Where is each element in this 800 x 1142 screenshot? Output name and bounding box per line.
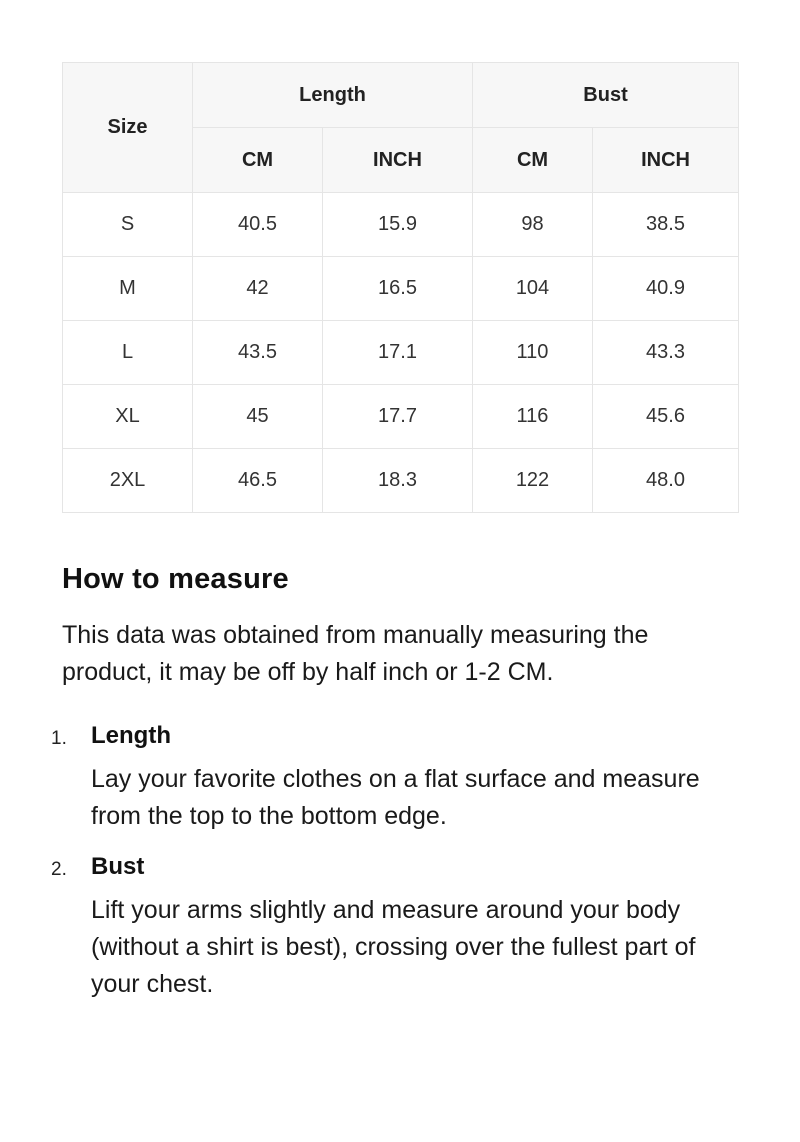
header-bust-inch: INCH xyxy=(593,128,739,193)
how-to-measure-section xyxy=(51,563,738,1003)
length-inch-cell: 17.7 xyxy=(323,385,473,449)
table-row-xl xyxy=(63,385,739,449)
list-item-length xyxy=(51,722,738,835)
length-inch-cell: 15.9 xyxy=(323,193,473,257)
bust-inch-cell: 40.9 xyxy=(593,257,739,321)
length-cm-cell: 40.5 xyxy=(193,193,323,257)
bust-cm-cell: 98 xyxy=(473,193,593,257)
bust-inch-cell: 48.0 xyxy=(593,449,739,513)
size-cell: M xyxy=(63,257,193,321)
item-number: 1. xyxy=(51,728,67,749)
length-inch-cell: 18.3 xyxy=(323,449,473,513)
bust-cm-cell: 110 xyxy=(473,321,593,385)
item-description: Lift your arms slightly and measure around your body (without a shirt is best), crossing over the fullest part of your chest. xyxy=(91,896,696,998)
bust-cm-cell: 122 xyxy=(473,449,593,513)
length-cm-cell: 46.5 xyxy=(193,449,323,513)
list-item-bust xyxy=(51,853,738,1003)
table-row-2xl xyxy=(63,449,739,513)
bust-inch-cell: 43.3 xyxy=(593,321,739,385)
item-title: Bust xyxy=(91,853,145,880)
header-bust-group: Bust xyxy=(473,63,739,128)
item-body xyxy=(91,853,738,1003)
size-cell: S xyxy=(63,193,193,257)
table-row-l xyxy=(63,321,739,385)
table-row-m xyxy=(63,257,739,321)
header-length-inch: INCH xyxy=(323,128,473,193)
measure-list xyxy=(51,722,738,1003)
size-table-body xyxy=(63,193,739,513)
item-description: Lay your favorite clothes on a flat surface and measure from the top to the bottom edge. xyxy=(91,765,700,830)
length-inch-cell: 17.1 xyxy=(323,321,473,385)
bust-cm-cell: 116 xyxy=(473,385,593,449)
table-row-s xyxy=(63,193,739,257)
size-table-header xyxy=(63,63,739,193)
header-bust-cm: CM xyxy=(473,128,593,193)
item-number: 2. xyxy=(51,859,67,880)
size-cell: XL xyxy=(63,385,193,449)
bust-inch-cell: 45.6 xyxy=(593,385,739,449)
length-inch-cell: 16.5 xyxy=(323,257,473,321)
section-title: How to measure xyxy=(62,563,289,595)
size-chart-page xyxy=(0,62,800,1142)
item-body xyxy=(91,722,738,835)
header-length-group: Length xyxy=(193,63,473,128)
size-cell: 2XL xyxy=(63,449,193,513)
header-length-cm: CM xyxy=(193,128,323,193)
size-cell: L xyxy=(63,321,193,385)
intro-text: This data was obtained from manually measuring the product, it may be off by half inch or 1-2 CM. xyxy=(62,621,649,686)
length-cm-cell: 42 xyxy=(193,257,323,321)
bust-cm-cell: 104 xyxy=(473,257,593,321)
header-size: Size xyxy=(63,63,193,193)
size-table xyxy=(62,62,739,513)
bust-inch-cell: 38.5 xyxy=(593,193,739,257)
length-cm-cell: 45 xyxy=(193,385,323,449)
item-title: Length xyxy=(91,722,171,749)
length-cm-cell: 43.5 xyxy=(193,321,323,385)
